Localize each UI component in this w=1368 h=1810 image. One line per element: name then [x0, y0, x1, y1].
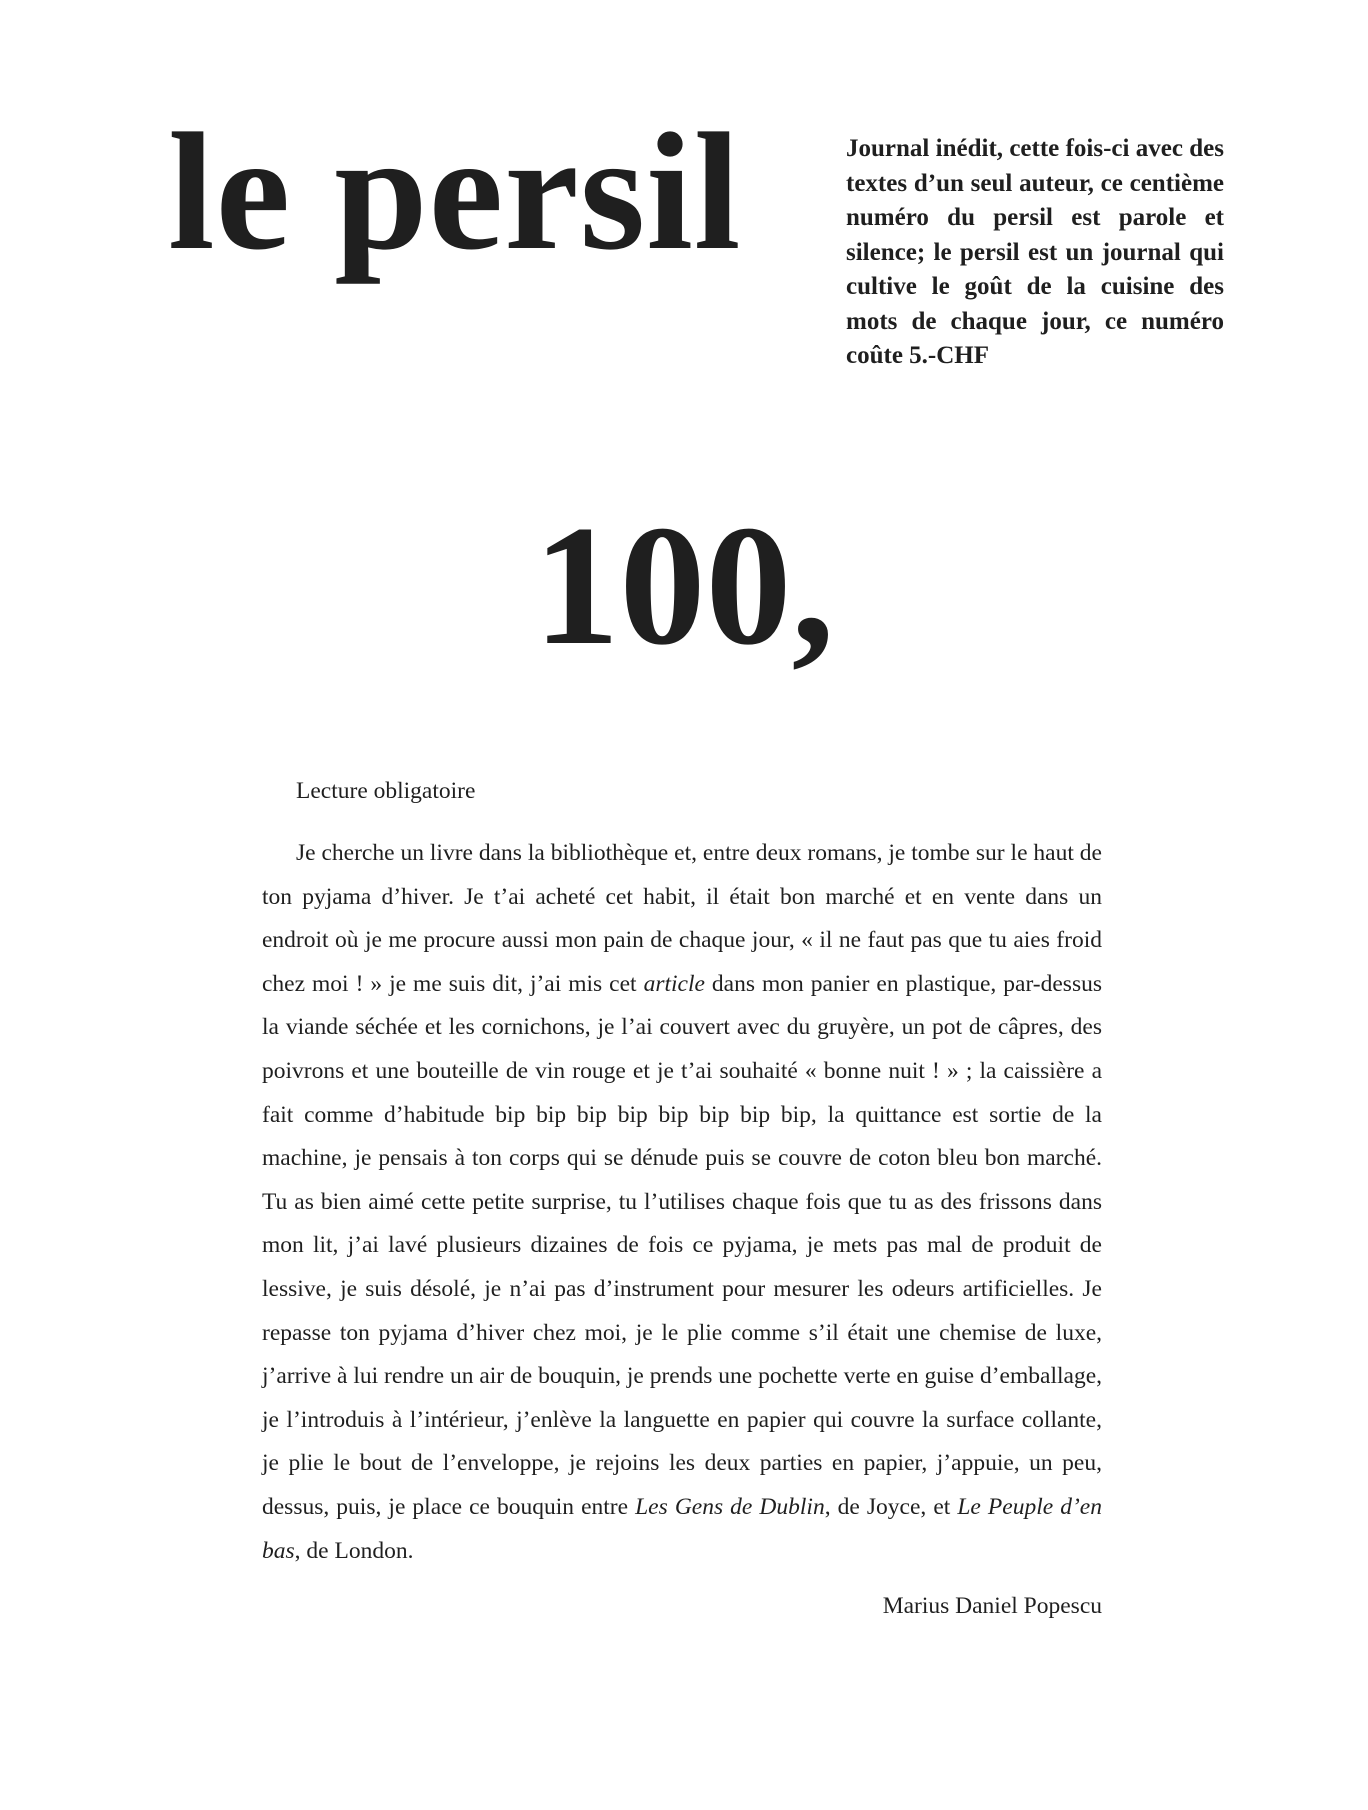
masthead-blurb: Journal inédit, cette fois-ci avec des textes d’un seul auteur, ce centième numéro du persil est parole et silence; le persil est un journal qui cultive le goût de la cuisine des mots de chaque jour, ce numéro coûte 5.-CHF — [846, 135, 1224, 369]
issue-number: 100, — [533, 491, 835, 681]
article-body-text: , de London. — [294, 1537, 414, 1564]
article-body-italic: article — [643, 970, 705, 997]
article-body-text: , de Joyce, et — [824, 1493, 958, 1520]
book-title-dubliners: Les Gens de Dublin — [635, 1493, 825, 1520]
article-heading: Lecture obligatoire — [296, 778, 476, 804]
masthead-title: le persil — [168, 99, 742, 285]
article — [262, 772, 1102, 1625]
article-body — [262, 832, 1102, 1573]
article-body-text: dans mon panier en plastique, par-dessus la viande séchée et les cornichons, je l’ai couvert avec du gruyère, un pot de câpres, des poivrons et une bouteille de vin rouge et je t’ai souhaité « bonne nuit ! » ; la caissière a fait comme d’habitude bip bip bip bip bip bip bip bip, la quittance est sortie de la machine, je pensais à ton corps qui se dénude puis se couvre de coton bleu bon marché. Tu as bien aimé cette petite surprise, tu l’utilises chaque fois que tu as des frissons dans mon lit, j’ai lavé plusieurs dizaines de fois ce pyjama, je mets pas mal de produit de lessive, je suis désolé, je n’ai pas d’instrument pour mesurer les odeurs artificielles. Je repasse ton pyjama d’hiver chez moi, je le plie comme s’il était une chemise de luxe, j’arrive à lui rendre un air de bouquin, je prends une pochette verte en guise d’emballage, je l’introduis à l’intérieur, j’enlève la languette en papier qui couvre la surface collante, je plie le bout de l’enveloppe, je rejoins les deux parties en papier, j’appuie, un peu, dessus, puis, je place ce bouquin entre — [262, 970, 1102, 1520]
book-title-people-of-the-abyss: Le Peuple d’en bas — [262, 1493, 1102, 1564]
article-body-text: Je cherche un livre dans la bibliothèque et, entre deux romans, je tombe sur le haut de ton pyjama d’hiver. Je t’ai acheté cet habit, il était bon marché et en vente dans un endroit où je me procure aussi mon pain de chaque jour, « il ne faut pas que tu aies froid chez moi ! » je me suis dit, j’ai mis cet — [262, 840, 1102, 997]
author-signature: Marius Daniel Popescu — [882, 1593, 1102, 1620]
